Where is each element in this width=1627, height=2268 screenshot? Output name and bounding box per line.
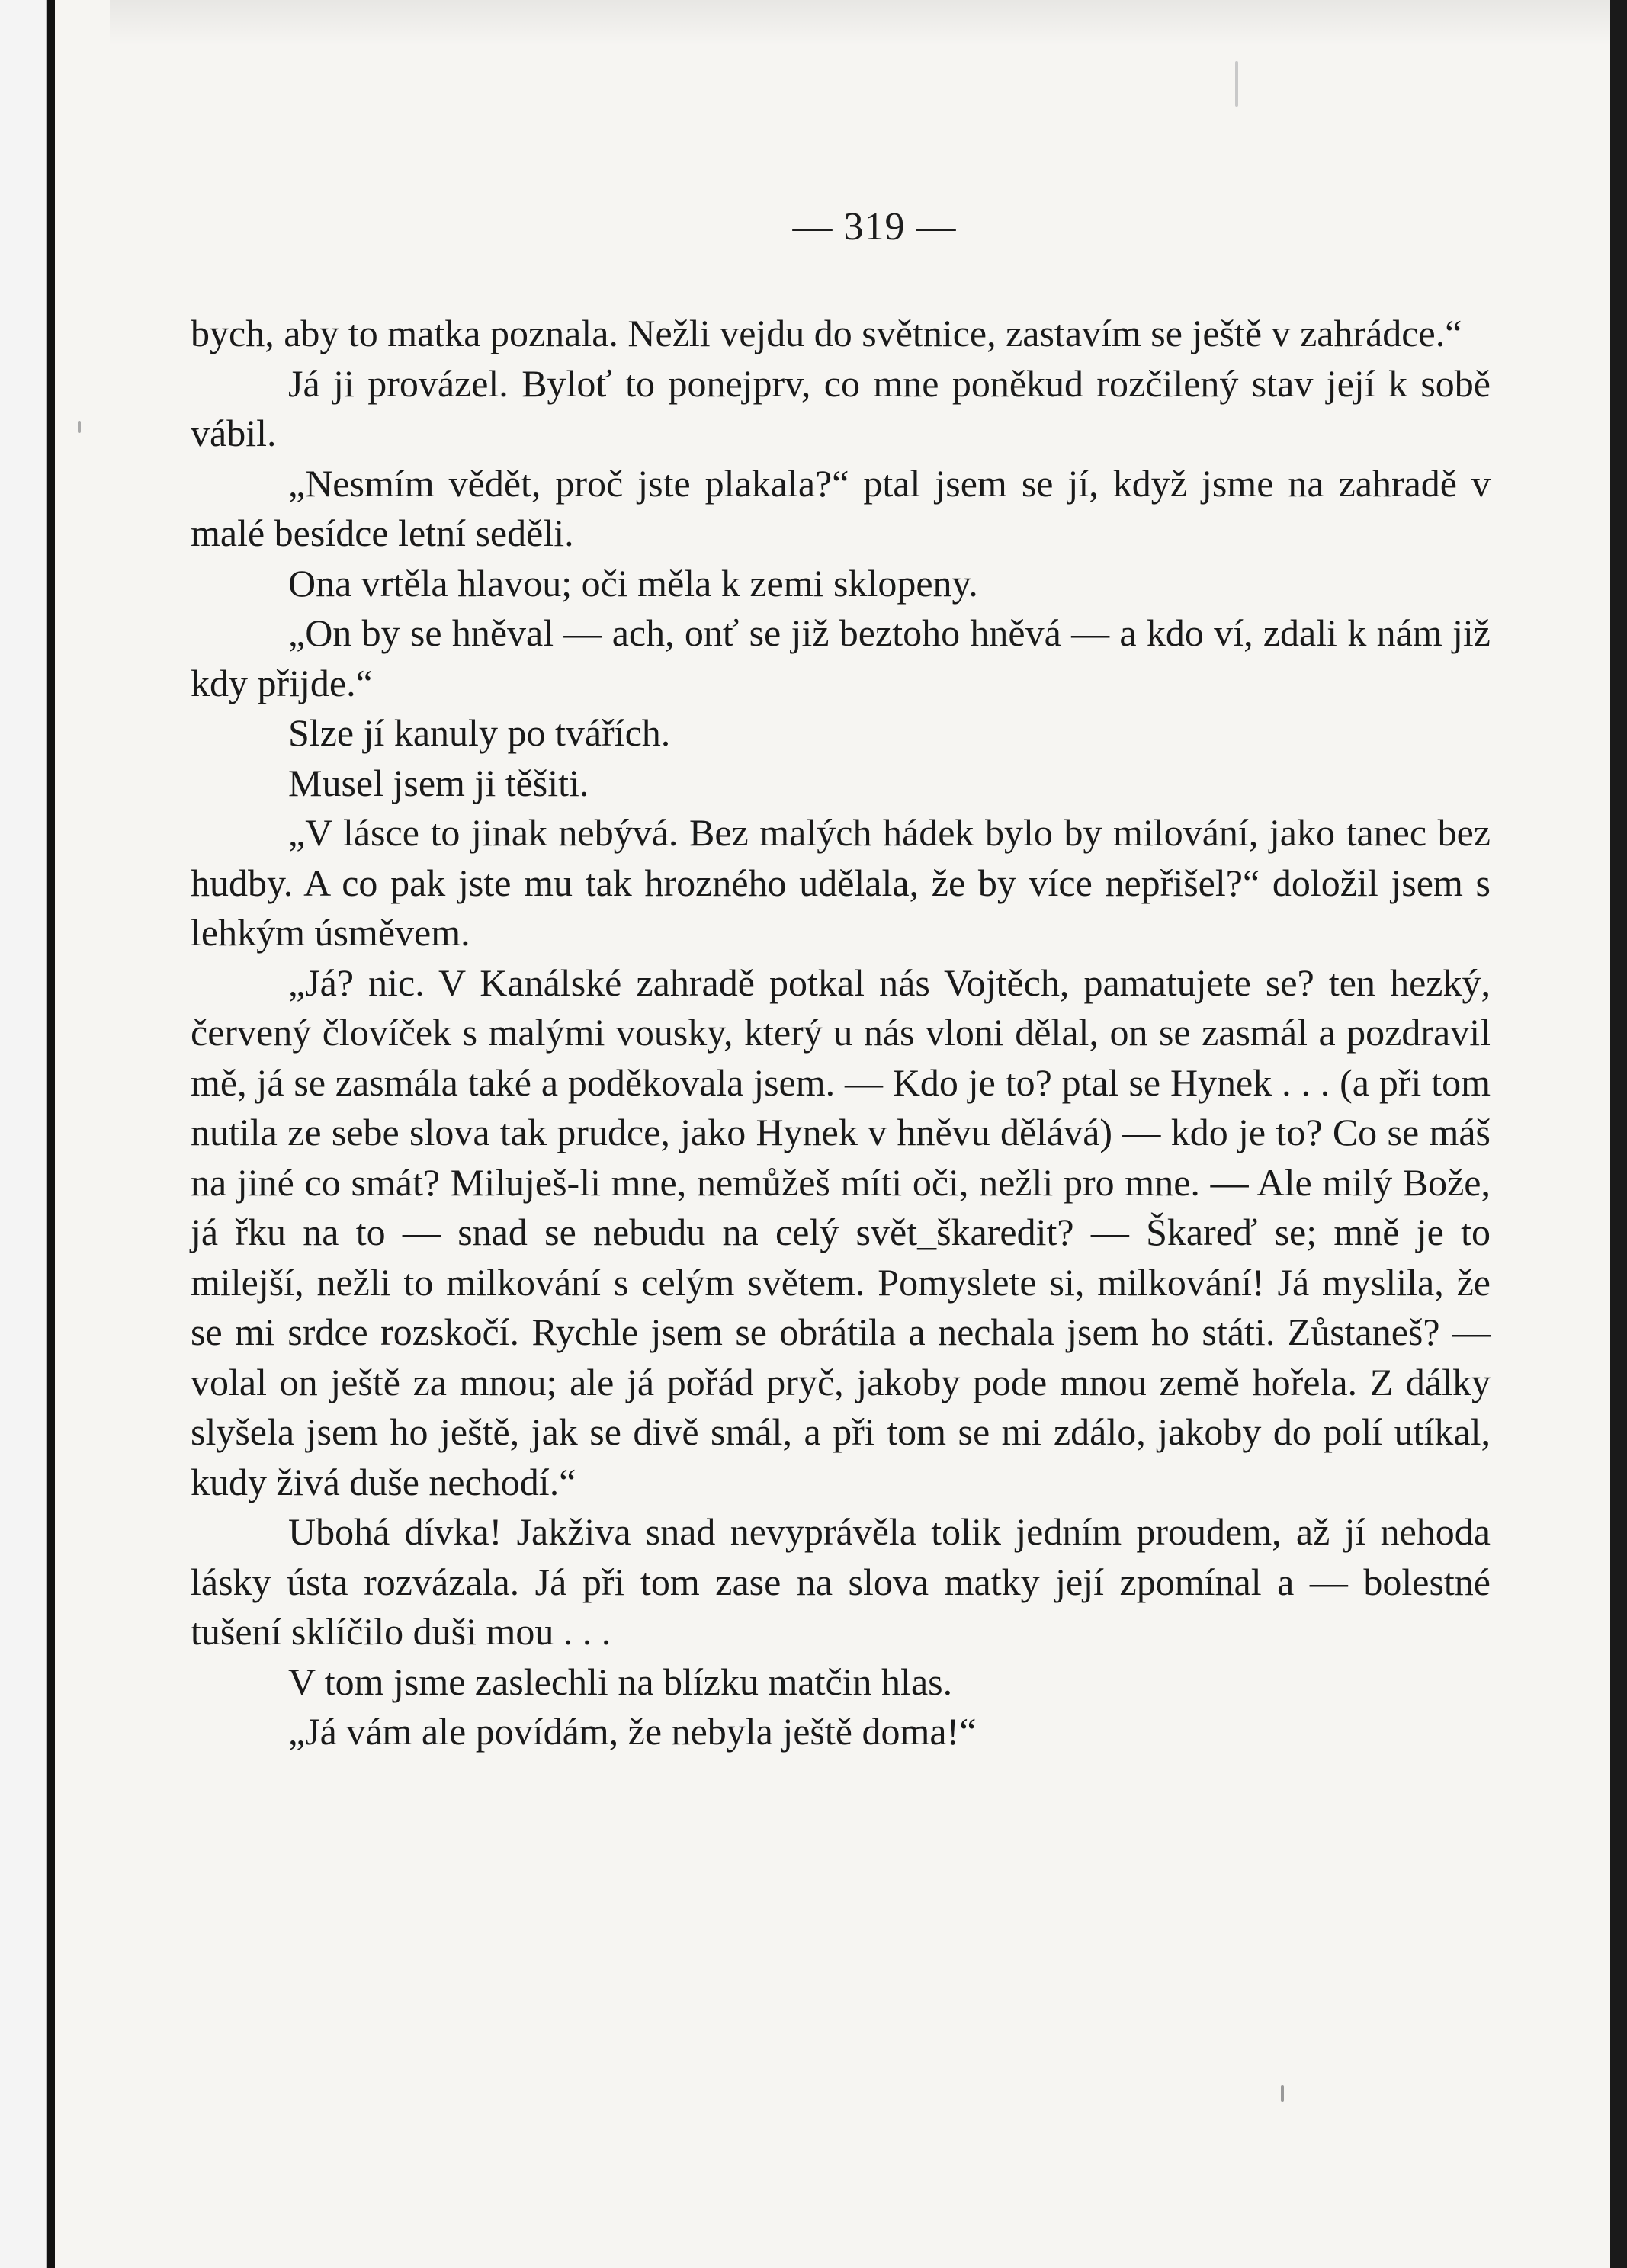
paragraph: bych, aby to matka poznala. Nežli vejdu do světnice, zastavím se ještě v zahrádce.“ <box>191 312 1462 354</box>
spine-dark-strip <box>47 0 55 2268</box>
paragraph: „Já? nic. V Kanálské zahradě potkal nás Vojtěch, pamatujete se? ten hezký, červený človíček s malými vousky, který u nás vloni dělal, on se zasmál a pozdravil mě, já se zasmála také a poděkovala jsem. — Kdo je to? ptal se Hynek . . . (a při tom nutila ze sebe slova tak prudce, jako Hynek v hněvu dělává) — kdo je to? Co se máš na jiné co smát? Miluješ-li mne, nemůžeš míti oči, nežli pro mne. — Ale milý Bože, já řku na to — snad se nebudu na celý svět_škaredit? — Škareď se; mně je to milejší, nežli to milkování s celým světem. Pomyslete si, milkování! Já myslila, že se mi srdce rozskočí. Rychle jsem se obrátila a nechala jsem ho státi. Zůstaneš? — volal on ještě za mnou; ale já pořád pryč, jakoby pode mnou země hořela. Z dálky slyšela jsem ho ještě, jak se divě smál, a při tom se mi zdálo, jakoby do polí utíkal, kudy živá duše nechodí.“ <box>191 961 1491 1503</box>
right-edge-shadow <box>1610 0 1627 2268</box>
paragraph: Slze jí kanuly po tvářích. <box>288 711 671 754</box>
paragraph: Musel jsem ji těšiti. <box>288 761 589 804</box>
page-sheet <box>55 0 1610 2268</box>
scan-speck <box>78 421 81 433</box>
paragraph: „V lásce to jinak nebývá. Bez malých hádek bylo by milování, jako tanec bez hudby. A co pak jste mu tak hrozného udělala, že by více nepřišel?“ doložil jsem s lehkým úsměvem. <box>191 811 1491 954</box>
top-shadow <box>110 0 1627 46</box>
scan-speck <box>1235 61 1238 107</box>
paragraph: Já ji provázel. Byloť to ponejprv, co mne poněkud rozčilený stav její k sobě vábil. <box>191 361 1491 454</box>
book-spine-shadow <box>0 0 55 2268</box>
paragraph: Ona vrtěla hlavou; oči měla k zemi sklopeny. <box>288 561 978 605</box>
paragraph: „Nesmím vědět, proč jste plakala?“ ptal jsem se jí, když jsme na zahradě v malé besídce letní seděli. <box>191 461 1491 554</box>
page-number: — 319 — <box>792 205 957 249</box>
body-text <box>191 309 1491 1757</box>
scan-speck <box>1281 2085 1284 2102</box>
paragraph: „On by se hněval — ach, onť se již beztoho hněvá — a kdo ví, zdali k nám již kdy přijde.“ <box>191 611 1491 704</box>
paragraph: V tom jsme zaslechli na blízku matčin hlas. <box>288 1660 953 1703</box>
paragraph: Ubohá dívka! Jakživa snad nevyprávěla tolik jedním proudem, až jí nehoda lásky ústa rozvázala. Já při tom zase na slova matky její zpomínal a — bolestné tušení sklíčilo duši mou . . . <box>191 1510 1491 1653</box>
paragraph: „Já vám ale povídám, že nebyla ještě doma!“ <box>288 1710 977 1753</box>
